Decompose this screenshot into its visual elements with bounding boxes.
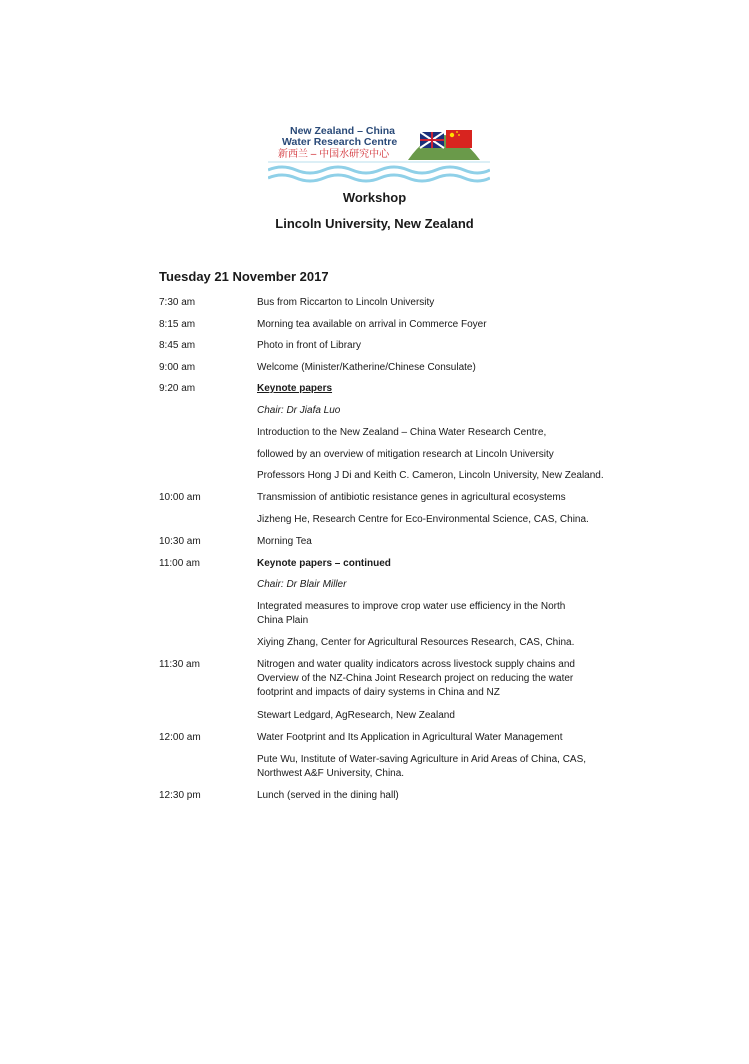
session-heading: Keynote papers – continued xyxy=(257,558,391,569)
logo-line-2: Water Research Centre xyxy=(282,136,398,148)
logo-graphic xyxy=(268,112,490,184)
schedule-text: Welcome (Minister/Katherine/Chinese Consulate) xyxy=(257,362,476,373)
session-chair: Chair: Dr Jiafa Luo xyxy=(257,405,341,416)
schedule-text: Bus from Riccarton to Lincoln University xyxy=(257,297,435,308)
schedule-text: Xiying Zhang, Center for Agricultural Resources Research, CAS, China. xyxy=(257,637,575,648)
schedule-time: 11:30 am xyxy=(159,659,200,670)
schedule-text: Integrated measures to improve crop water use efficiency in the North China Plain xyxy=(257,601,566,626)
china-flag-icon xyxy=(446,130,472,148)
schedule-text: Professors Hong J Di and Keith C. Cameron, Lincoln University, New Zealand. xyxy=(257,470,604,481)
session-heading: Keynote papers xyxy=(257,383,333,394)
schedule-time: 12:00 am xyxy=(159,732,201,743)
schedule-text: followed by an overview of mitigation research at Lincoln University xyxy=(257,449,554,460)
schedule-text: Introduction to the New Zealand – China Water Research Centre, xyxy=(257,427,547,438)
schedule-text: Photo in front of Library xyxy=(257,340,361,351)
wave-icon xyxy=(268,167,490,173)
schedule-time: 8:45 am xyxy=(159,340,196,351)
schedule-time: 12:30 pm xyxy=(159,790,201,801)
schedule-text: Pute Wu, Institute of Water-saving Agriculture in Arid Areas of China, CAS, Northwest A&F University, China. xyxy=(257,754,587,779)
schedule-time: 11:00 am xyxy=(159,558,200,569)
schedule-text: Transmission of antibiotic resistance genes in agricultural ecosystems xyxy=(257,492,566,503)
schedule-time: 9:00 am xyxy=(159,362,196,373)
schedule-time: 7:30 am xyxy=(159,297,196,308)
schedule-text: Stewart Ledgard, AgResearch, New Zealand xyxy=(257,710,455,721)
workshop-title: Workshop xyxy=(342,190,407,205)
logo-line-1: New Zealand – China xyxy=(290,125,396,137)
logo xyxy=(268,112,490,184)
schedule-text: Lunch (served in the dining hall) xyxy=(257,790,399,801)
schedule-time: 10:30 am xyxy=(159,536,201,547)
schedule-text: Jizheng He, Research Centre for Eco-Environmental Science, CAS, China. xyxy=(257,514,589,525)
schedule-text: Water Footprint and Its Application in Agricultural Water Management xyxy=(257,732,563,743)
schedule-text: Morning tea available on arrival in Commerce Foyer xyxy=(257,319,487,330)
schedule-time: 10:00 am xyxy=(159,492,201,503)
schedule-text: Morning Tea xyxy=(257,536,312,547)
schedule-time: 9:20 am xyxy=(159,383,196,394)
schedule-time: 8:15 am xyxy=(159,319,196,330)
session-chair: Chair: Dr Blair Miller xyxy=(257,579,347,590)
day-heading: Tuesday 21 November 2017 xyxy=(159,269,329,284)
logo-line-3: 新西兰 – 中国水研究中心 xyxy=(278,149,390,160)
workshop-subtitle: Lincoln University, New Zealand xyxy=(275,216,474,231)
schedule-text: Nitrogen and water quality indicators across livestock supply chains and Overview of the NZ-China Joint Research project on reducing the water footprint and impacts of dairy systems in China and NZ xyxy=(257,659,575,698)
